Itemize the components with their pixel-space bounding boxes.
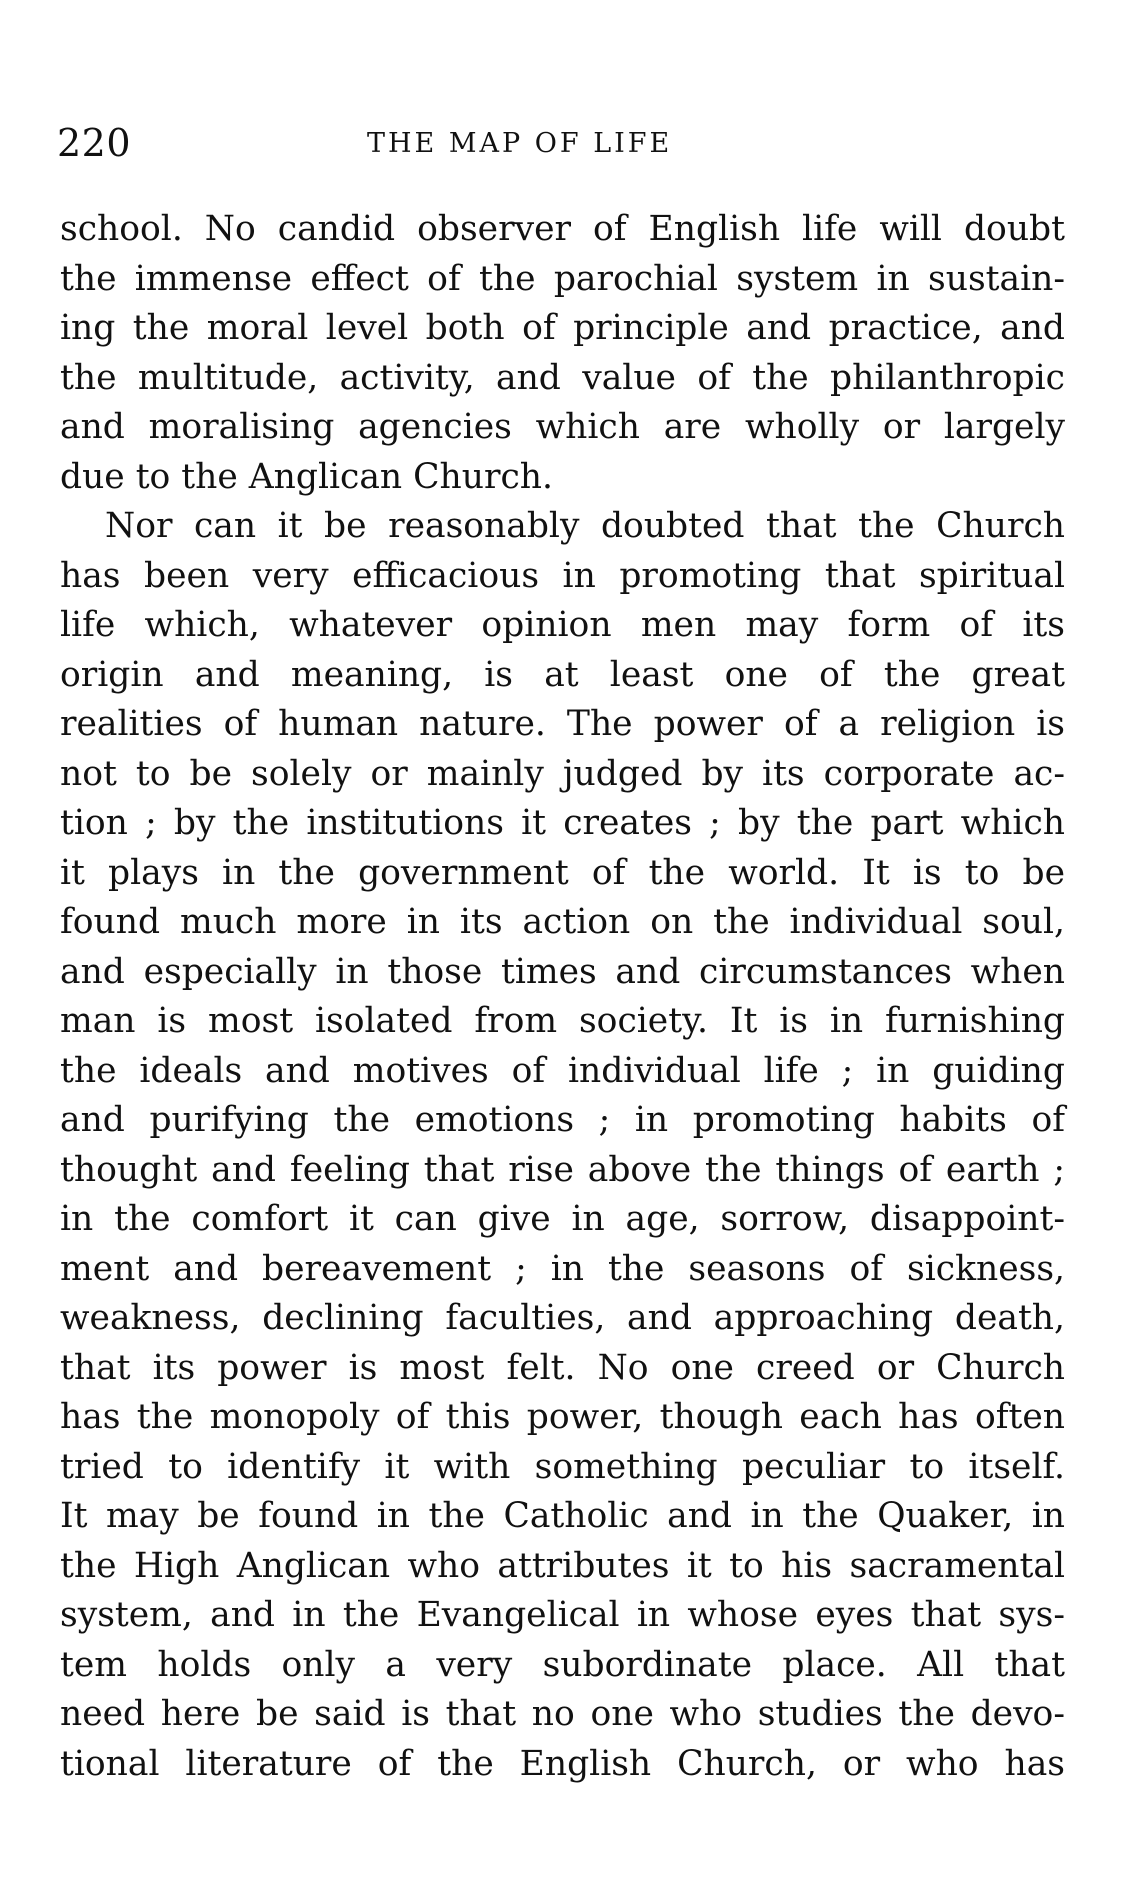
text-line: has the monopoly of this power, though each has often [60,1397,1065,1437]
text-line: in the comfort it can give in age, sorrow, disappoint- [60,1199,1065,1239]
text-line: not to be solely or mainly judged by its corporate ac- [60,753,1065,794]
text-line: it plays in the government of the world. It is to be [60,852,1065,893]
text-line: realities of human nature. The power of a religion is [60,704,1065,744]
page-number: 220 [57,121,132,165]
text-line: system, and in the Evangelical in whose eyes that sys- [60,1595,1065,1635]
running-title: THE MAP OF LIFE [367,128,673,159]
running-head [57,118,1067,168]
text-line: tional literature of the English Church, or who has [60,1743,1065,1784]
text-line: man is most isolated from society. It is in furnishing [60,1001,1065,1041]
text-line: and especially in those times and circumstances when [60,951,1065,992]
text-line: the immense effect of the parochial system in sustain- [60,258,1065,299]
text-line: It may be found in the Catholic and in the Quaker, in [60,1496,1065,1536]
text-line: ing the moral level both of principle and practice, and [60,308,1065,348]
text-line: tem holds only a very subordinate place. All that [60,1644,1065,1685]
text-line: thought and feeling that rise above the things of earth ; [60,1149,1065,1190]
text-line: ment and bereavement ; in the seasons of sickness, [60,1248,1065,1289]
text-line: school. No candid observer of English life will doubt [60,209,1065,249]
text-line: tried to identify it with something peculiar to itself. [60,1446,1065,1487]
text-line: origin and meaning, is at least one of the great [60,654,1065,695]
text-line: and moralising agencies which are wholly or largely [60,407,1065,447]
text-line: weakness, declining faculties, and approaching death, [60,1298,1065,1338]
text-line: the multitude, activity, and value of the philanthropic [60,357,1065,398]
text-line: that its power is most felt. No one creed or Church [60,1347,1065,1388]
text-line: need here be said is that no one who studies the devo- [60,1694,1065,1734]
text-line: and purifying the emotions ; in promoting habits of [60,1100,1065,1140]
text-line: the High Anglican who attributes it to his sacramental [60,1545,1065,1586]
text-line: has been very efficacious in promoting that spiritual [60,555,1065,596]
text-line: the ideals and motives of individual life ; in guiding [60,1050,1065,1091]
body-text [60,205,1065,1789]
text-line: life which, whatever opinion men may form of its [60,605,1065,645]
text-line: tion ; by the institutions it creates ; by the part which [60,803,1065,843]
paragraph-start-line: Nor can it be reasonably doubted that the Church [105,506,1065,546]
text-line: found much more in its action on the individual soul, [60,902,1065,942]
text-line: due to the Anglican Church. [60,456,553,497]
